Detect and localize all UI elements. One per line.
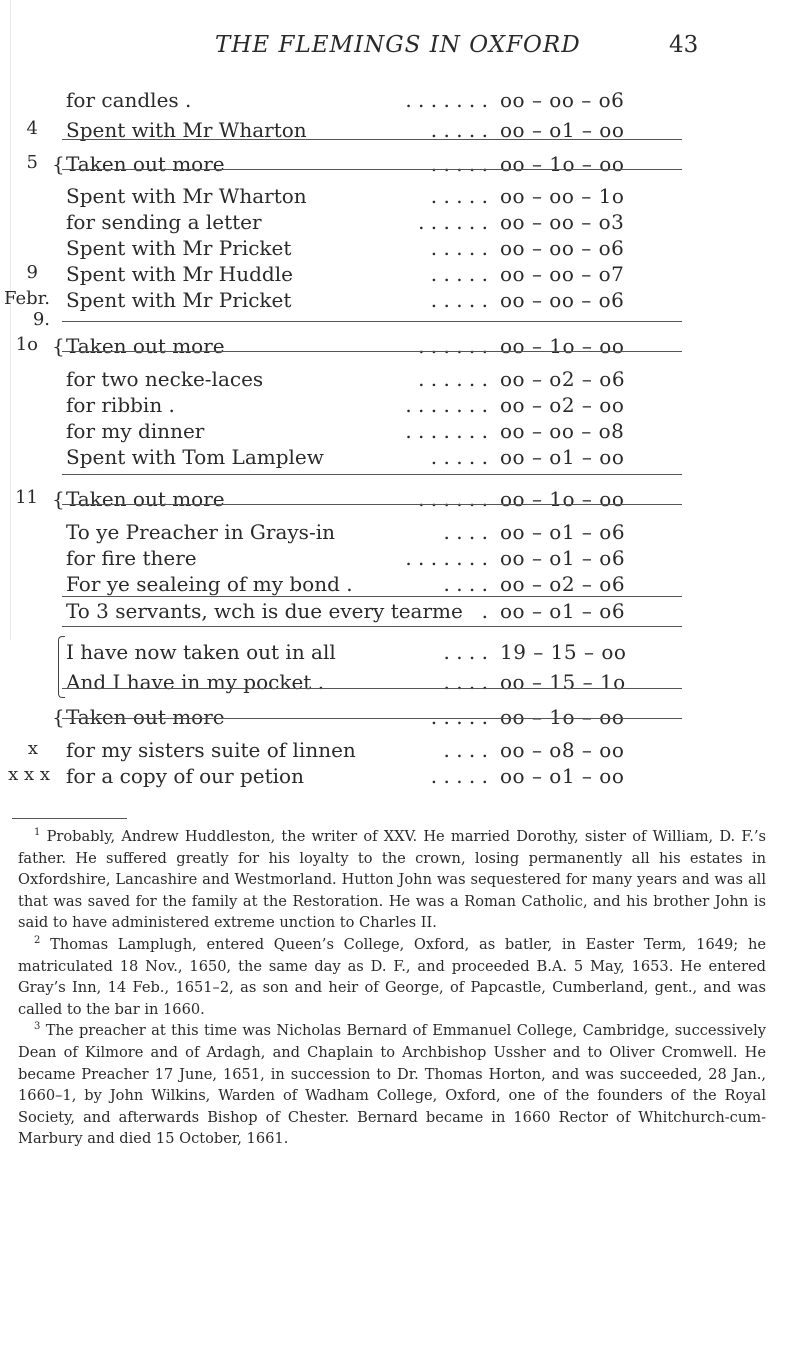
ledger-amount: 19 – 15 – oo [500,640,627,664]
ledger-description: Spent with Mr Wharton [66,118,307,142]
leader-dots: . . . . . [430,152,488,176]
leader-dots: . . . . [443,520,488,544]
leader-dots: . . . . . . [418,487,488,511]
ledger-amount: oo – 15 – 1o [500,670,626,694]
ledger-date: 9 [26,262,38,283]
footnotes [18,826,766,1150]
footnote-separator [12,818,127,819]
ledger-row [0,288,800,330]
running-header [0,32,800,66]
brace-mark: { [52,487,65,511]
footnote-mark: 3 [34,1021,41,1033]
brace-mark: { [52,705,65,729]
ledger-amount: oo – oo – 1o [500,184,625,208]
ledger-amount: oo – 1o – oo [500,705,625,729]
ledger-description: for a copy of our petion [66,764,304,788]
ledger-amount: oo – oo – o6 [500,288,625,312]
ledger-description: for my dinner [66,419,205,443]
footnote-text: Probably, Andrew Huddleston, the writer of XXV. He married Dorothy, sister of William, D. F.’s father. He suffered greatly for his loyalty to the crown, losing permanently all his estates in Oxfordshire, Lancashire and Westmorland. Hutton John was sequestered for many years and was all that was saved for the family at the Restoration. He was a Roman Catholic, and his brother John is said to have administered extreme unction to Charles II. [18,828,766,932]
rule-line [62,596,682,597]
ledger-description: Taken out more [66,334,225,358]
rule-line [62,626,682,627]
ledger-row [0,236,800,260]
ledger-row [0,572,800,596]
ledger-amount: oo – o1 – oo [500,445,625,469]
leader-dots: . . . . . [430,236,488,260]
ledger-row [0,88,800,112]
ledger-description: Spent with Tom Lamplew [66,445,324,469]
ledger-amount: oo – oo – o3 [500,210,625,234]
ledger-row [0,705,800,729]
ledger-amount: oo – 1o – oo [500,334,625,358]
rule-line [62,139,682,140]
ledger-date: Febr. 9. [3,288,50,330]
ledger-row [0,367,800,391]
rule-line [62,321,682,322]
ledger-date: 11 [15,487,38,508]
leader-dots: . . . . . . [418,367,488,391]
footnote-text: Thomas Lamplugh, entered Queen’s College, Oxford, as batler, in Easter Term, 1649; he matriculated 18 Nov., 1650, the same day as D. F., and proceeded B.A. 5 May, 1653. He entered Gray’s Inn, 14 Feb., 1651–2, as son and heir of George, of Papcastle, Cumberland, gent., and was called to the bar in 1660. [18,935,766,1018]
leader-dots: . . . . . . [418,334,488,358]
ledger-description: And I have in my pocket . [66,670,325,694]
leader-dots: . . . . . [430,705,488,729]
ledger-row [0,393,800,417]
rule-line [62,504,682,505]
ledger-row [0,546,800,570]
ledger-description: Spent with Mr Pricket [66,236,292,260]
footnote-2 [18,934,766,1020]
leader-dots: . . . . . [430,184,488,208]
leader-dots: . . . . [443,640,488,664]
ledger-date: x [27,738,38,759]
leader-dots: . . . . . . . [405,393,488,417]
ledger-amount: oo – 1o – oo [500,487,625,511]
ledger-amount: oo – o2 – oo [500,393,625,417]
ledger-amount: oo – 1o – oo [500,152,625,176]
ledger-row [0,210,800,234]
leader-dots: . . . . . [430,118,488,142]
ledger-amount: oo – o1 – oo [500,118,625,142]
rule-line [62,351,682,352]
ledger-row [0,487,800,511]
ledger-date: 1o [15,334,38,355]
leader-dots: . . . . [443,572,488,596]
ledger-description: for two necke-laces [66,367,264,391]
ledger-row [0,599,800,623]
leader-dots: . . . . . [430,288,488,312]
leader-dots: . . . . . . . [405,88,488,112]
ledger-description: Spent with Mr Pricket [66,288,292,312]
footnote-3 [18,1020,766,1150]
ledger-amount: oo – oo – o6 [500,236,625,260]
ledger-description: I have now taken out in all [66,640,336,664]
ledger-amount: oo – o1 – o6 [500,520,626,544]
ledger-amount: oo – o1 – oo [500,764,625,788]
rule-line [62,718,682,719]
ledger-description: Taken out more [66,487,225,511]
ledger-description: for my sisters suite of linnen [66,738,356,762]
ledger-row [0,152,800,176]
ledger-description: Spent with Mr Huddle [66,262,293,286]
ledger-row [0,738,800,762]
ledger-amount: oo – o1 – o6 [500,599,626,623]
ledger-row [0,184,800,208]
ledger-description: To 3 servants, wch is due every tearme [66,599,463,623]
ledger-description: To ye Preacher in Grays-in [66,520,335,544]
ledger-row [0,670,800,694]
ledger-description: for sending a letter [66,210,262,234]
brace-mark: { [52,334,65,358]
rule-line [62,169,682,170]
brace-mark: { [52,152,65,176]
ledger-amount: oo – o2 – o6 [500,572,626,596]
leader-dots: . . . . . [430,445,488,469]
leader-dots: . . . . [443,670,488,694]
footnote-1 [18,826,766,934]
ledger-amount: oo – o2 – o6 [500,367,626,391]
ledger-row [0,262,800,286]
footnote-mark: 1 [34,827,41,839]
footnote-mark: 2 [34,935,41,947]
page-number: 43 [669,32,699,58]
ledger-description: Taken out more [66,705,225,729]
ledger-row [0,640,800,664]
leader-dots: . . . . . [430,262,488,286]
ledger-date: 4 [26,118,38,139]
ledger-description: for ribbin . [66,393,175,417]
ledger-row [0,764,800,788]
ledger-amount: oo – oo – o8 [500,419,625,443]
ledger-row [0,334,800,358]
ledger-date: 5 [26,152,38,173]
ledger-date: x x x [8,764,50,785]
rule-line [62,688,682,689]
leader-dots: . . . . . . [418,210,488,234]
ledger-row [0,419,800,443]
rule-line [62,474,682,475]
leader-dots: . . . . . [430,764,488,788]
ledger-row [0,445,800,469]
footnote-text: The preacher at this time was Nicholas Bernard of Emmanuel College, Cambridge, successively Dean of Kilmore and of Ardagh, and Chaplain to Archbishop Ussher and to Oliver Cromwell. He became Preacher 17 June, 1651, in succession to Dr. Thomas Horton, and was succeeded, 28 Jan., 1660–1, by John Wilkins, Warden of Wadham College, Oxford, one of the founders of the Royal Society, and afterwards Bishop of Chester. Bernard became in 1660 Rector of Whitchurch-cum-Marbury and died 15 October, 1661. [18,1022,767,1148]
ledger-description: for candles . [66,88,192,112]
ledger-description: For ye sealeing of my bond . [66,572,353,596]
ledger-amount: oo – oo – o6 [500,88,625,112]
leader-dots: . . . . . . . [405,419,488,443]
leader-dots: . . . . [443,738,488,762]
ledger-amount: oo – o1 – o6 [500,546,626,570]
ledger-description: Spent with Mr Wharton [66,184,307,208]
leader-dots: . . . . . . . [405,546,488,570]
ledger-row [0,520,800,544]
leader-dots: . [481,599,488,623]
ledger-amount: oo – oo – o7 [500,262,625,286]
ledger-description: for fire there [66,546,197,570]
ledger-amount: oo – o8 – oo [500,738,625,762]
ledger-description: Taken out more [66,152,225,176]
running-title: THE FLEMINGS IN OXFORD [215,32,581,58]
